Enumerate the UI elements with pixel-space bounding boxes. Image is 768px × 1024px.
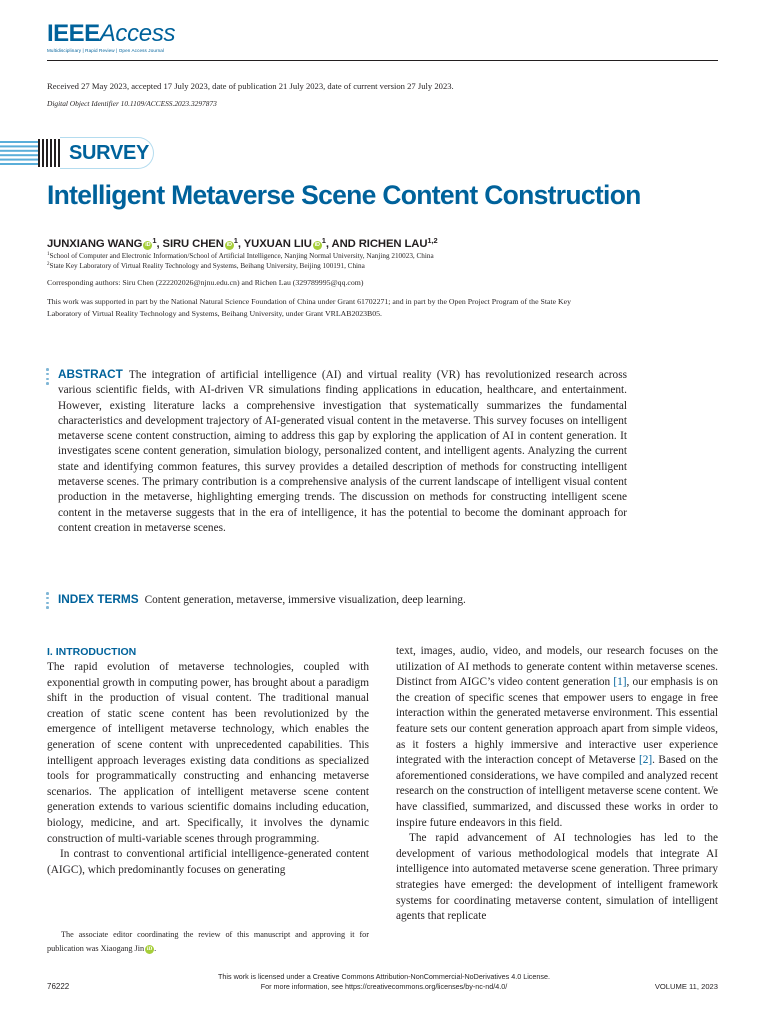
affiliation-2 bbox=[47, 262, 365, 270]
author-affil-sup: 1 bbox=[233, 236, 238, 245]
index-terms bbox=[58, 592, 466, 606]
affiliation-1 bbox=[47, 252, 434, 260]
affiliation-text: State Key Laboratory of Virtual Reality Technology and Systems, Beihang University, Beijing 100191, China bbox=[49, 262, 365, 270]
paragraph: The rapid evolution of metaverse technologies, coupled with exponential growth in computing power, has brought about a paradigm shift in the production of visual content. The traditional manual creation of static scene content has been revolutionized by the emergence of intelligent metaverse technology, which enables the generation of scene content with unprecedented capabilities. This intelligent approach leverages existing data conditions as specialized tools for programmatically constructing and enhancing metaverse scenarios. The application of intelligent metaverse scene content generation extends to various scientific domains including education, biology, medicine, and art. Specifically, it involves the dynamic construction of multi-variable scenes through programming. bbox=[47, 661, 369, 845]
author-name: AND RICHEN LAU bbox=[331, 238, 428, 250]
section-dots-icon bbox=[46, 368, 50, 387]
banner-stripes-graphic bbox=[0, 141, 38, 165]
abstract bbox=[58, 367, 627, 536]
logo-wordmark bbox=[47, 22, 175, 46]
citation-link[interactable]: [2] bbox=[638, 754, 653, 767]
author-sep: , bbox=[156, 238, 163, 250]
banner-bars-graphic bbox=[38, 137, 62, 169]
logo-ieee: IEEE bbox=[47, 20, 100, 47]
doi-line[interactable]: Digital Object Identifier 10.1109/ACCESS.2023.3297873 bbox=[47, 99, 217, 108]
paragraph-text: , our emphasis is on the creation of specific scenes that empower users to engage in free interaction within the generated metaverse environment. This essential feature sets our content generation approach apart from simple videos, as it fosters a highly immersive and interactive user experience integrated with the interaction concept of Metaverse bbox=[396, 676, 718, 767]
abstract-text: The integration of artificial intelligence (AI) and virtual reality (VR) has revolutionized research across various scientific fields, with AI-driven VR simulations finding applications in education, healthcare, and entertainment. However, existing literature lacks a comprehensive investigation that systematically summarizes the fundamental characteristics and development trajectory of AI-generated visual content in the metaverse. This survey focuses on intelligent metaverse scene content construction, aiming to address this gap by exploring the application of AI in content generation. It investigates scene content generation, simulation biology, personalized content, and intelligent agents. Analyzing the current state and identifying common features, this survey provides a detailed description of methods for constructing intelligent metaverse scenes. The primary contribution is a comprehensive analysis of the current landscape of intelligent visual content production in the metaverse, highlighting emerging trends. The discussion on methods for constructing intelligent scene content in the metaverse suggests that in the era of intelligence, it has the potential to become the dominant approach for content creation in metaverse scenes. bbox=[58, 369, 627, 534]
orcid-icon[interactable]: iD bbox=[146, 946, 153, 952]
author-affil-sup: 1,2 bbox=[427, 236, 438, 245]
header-rule bbox=[47, 60, 718, 61]
license-line-2[interactable]: For more information, see https://creativecommons.org/licenses/by-nc-nd/4.0/ bbox=[260, 982, 508, 991]
section-dots-icon bbox=[46, 592, 50, 611]
affiliation-sup: 1 bbox=[47, 252, 50, 257]
left-column bbox=[47, 644, 369, 878]
author-affil-sup: 1 bbox=[152, 236, 157, 245]
right-column bbox=[396, 644, 718, 925]
author-sep: , bbox=[237, 238, 244, 250]
funding-statement: This work was supported in part by the National Natural Science Foundation of China under Grant 61702271; and in part by the Open Project Program of the State Key Laboratory of Virtual Reality Technology and Systems, Beihang University, under Grant VRLAB2023B05. bbox=[47, 297, 572, 318]
paragraph: The rapid advancement of AI technologies has led to the development of various methodological models that integrate AI intelligence into automated metaverse scene generation. Three primary strategies have emerged: the development of intelligent framework systems for coordinating metaverse content, simulation of intelligent agents that replicate bbox=[396, 832, 718, 923]
survey-banner bbox=[0, 137, 160, 169]
author-affil-sup: 1 bbox=[321, 236, 326, 245]
logo-tagline: Multidisciplinary | Rapid Review | Open Access Journal bbox=[47, 48, 165, 53]
section-heading: I. INTRODUCTION bbox=[47, 646, 137, 658]
affiliation-sup: 2 bbox=[47, 262, 50, 267]
author-name: JUNXIANG WANG bbox=[47, 238, 143, 250]
paper-title: Intelligent Metaverse Scene Content Construction bbox=[47, 180, 641, 210]
citation-link[interactable]: [1] bbox=[613, 676, 627, 689]
paragraph-text: . Based on the aforementioned considerations, we have compiled and analyzed recent research on the construction of intelligent metaverse scene content. We have classified, summarized, and discussed these works in order to inspire future endeavors in this field. bbox=[396, 754, 718, 829]
paragraph: In contrast to conventional artificial intelligence-generated content (AIGC), which predominantly focuses on generating bbox=[47, 848, 369, 876]
survey-label: SURVEY bbox=[69, 142, 150, 164]
author-name: YUXUAN LIU bbox=[243, 238, 312, 250]
index-terms-label: INDEX TERMS bbox=[58, 592, 139, 606]
page-number: 76222 bbox=[47, 982, 70, 991]
received-dates: Received 27 May 2023, accepted 17 July 2023, date of publication 21 July 2023, date of current version 27 July 2023. bbox=[47, 81, 454, 91]
orcid-icon[interactable]: iD bbox=[226, 242, 232, 248]
orcid-icon[interactable]: iD bbox=[314, 242, 320, 248]
orcid-icon[interactable]: iD bbox=[145, 242, 151, 248]
editor-footnote: The associate editor coordinating the review of this manuscript and approving it for publication was Xiaogang Jin iD . bbox=[47, 930, 369, 953]
logo-access: Access bbox=[99, 20, 176, 47]
footnote-text: The associate editor coordinating the review of this manuscript and approving it for publication was Xiaogang Jin bbox=[47, 930, 369, 953]
paragraph-text: text, images, audio, video, and models, our research focuses on the utilization of AI methods to generate content within metaverse scenes. Distinct from AIGC’s video content generation bbox=[396, 645, 718, 689]
affiliation-text: School of Computer and Electronic Information/School of Artificial Intelligence, Nanjing Normal University, Nanjing 210023, China bbox=[49, 252, 434, 260]
author-name: SIRU CHEN bbox=[162, 238, 224, 250]
corresponding-authors: Corresponding authors: Siru Chen (222202026@njnu.edu.cn) and Richen Lau (329789995@qq.com) bbox=[47, 278, 364, 287]
abstract-label: ABSTRACT bbox=[58, 367, 123, 381]
ieee-access-logo bbox=[47, 22, 175, 53]
volume-label: VOLUME 11, 2023 bbox=[654, 982, 718, 991]
license-line-1: This work is licensed under a Creative Commons Attribution-NonCommercial-NoDerivatives 4.0 License. bbox=[218, 972, 550, 981]
author-sep: , bbox=[325, 238, 332, 250]
index-terms-text: Content generation, metaverse, immersive visualization, deep learning. bbox=[144, 594, 466, 606]
author-list bbox=[47, 236, 438, 250]
paragraph bbox=[396, 644, 718, 831]
